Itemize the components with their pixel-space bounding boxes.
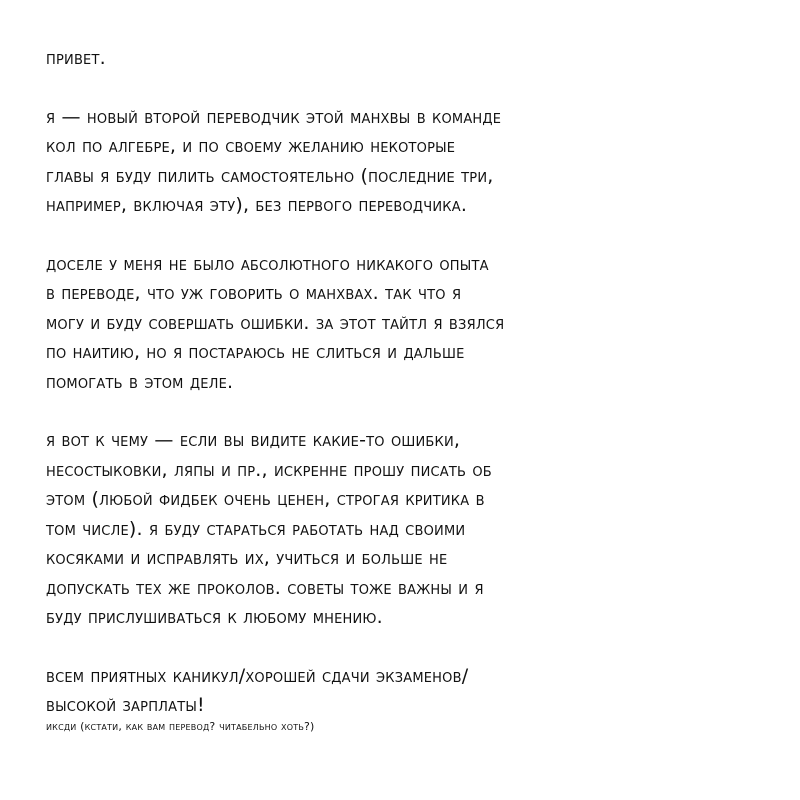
signature-note: иксди (кстати, как вам перевод? читабельно хоть?)	[46, 719, 315, 733]
text-line: в переводе, что уж говорить о манхвах. так что я	[46, 282, 462, 304]
text-line: доселе у меня не было абсолютного никакого опыта	[46, 252, 489, 275]
text-line: я — новый второй переводчик этой манхвы в команде	[46, 105, 502, 128]
text-line: могу и буду совершать ошибки. за этот тайтл я взялся	[46, 311, 505, 334]
text-line: том числе). я буду стараться работать над своими	[46, 517, 466, 540]
greeting-line: привет.	[46, 47, 106, 69]
paragraph-gap	[46, 74, 752, 103]
text-line: главы я буду пилить самостоятельно (последние три,	[46, 164, 494, 187]
text-line: допускать тех же проколов. советы тоже важны и я	[46, 576, 484, 599]
text-line: всем приятных каникул/хорошей сдачи экзаменов/	[46, 664, 469, 687]
paragraph-closing	[46, 662, 752, 721]
text-line: по наитию, но я постараюсь не слиться и дальше	[46, 341, 465, 363]
text-line: этом (любой фидбек очень ценен, строгая критика в	[46, 488, 485, 510]
text-line: например, включая эту), без первого переводчика.	[46, 194, 468, 216]
text-line: буду прислушиваться к любому мнению.	[46, 606, 383, 628]
text-line: несостыковки, ляпы и пр., искренне прошу писать об	[46, 458, 492, 481]
paragraph-gap	[46, 397, 752, 426]
text-line: высокой зарплаты!	[46, 694, 205, 716]
paragraph-experience	[46, 250, 752, 398]
paragraph-gap	[46, 221, 752, 250]
paragraph-gap	[46, 633, 752, 662]
paragraph-introduction	[46, 103, 752, 221]
text-line: я вот к чему — если вы видите какие-то ошибки,	[46, 429, 461, 451]
text-line: косяками и исправлять их, учиться и больше не	[46, 547, 448, 569]
text-line: помогать в этом деле.	[46, 370, 234, 393]
text-line: кол по алгебре, и по своему желанию некоторые	[46, 135, 456, 157]
paragraph-feedback-request	[46, 426, 752, 633]
